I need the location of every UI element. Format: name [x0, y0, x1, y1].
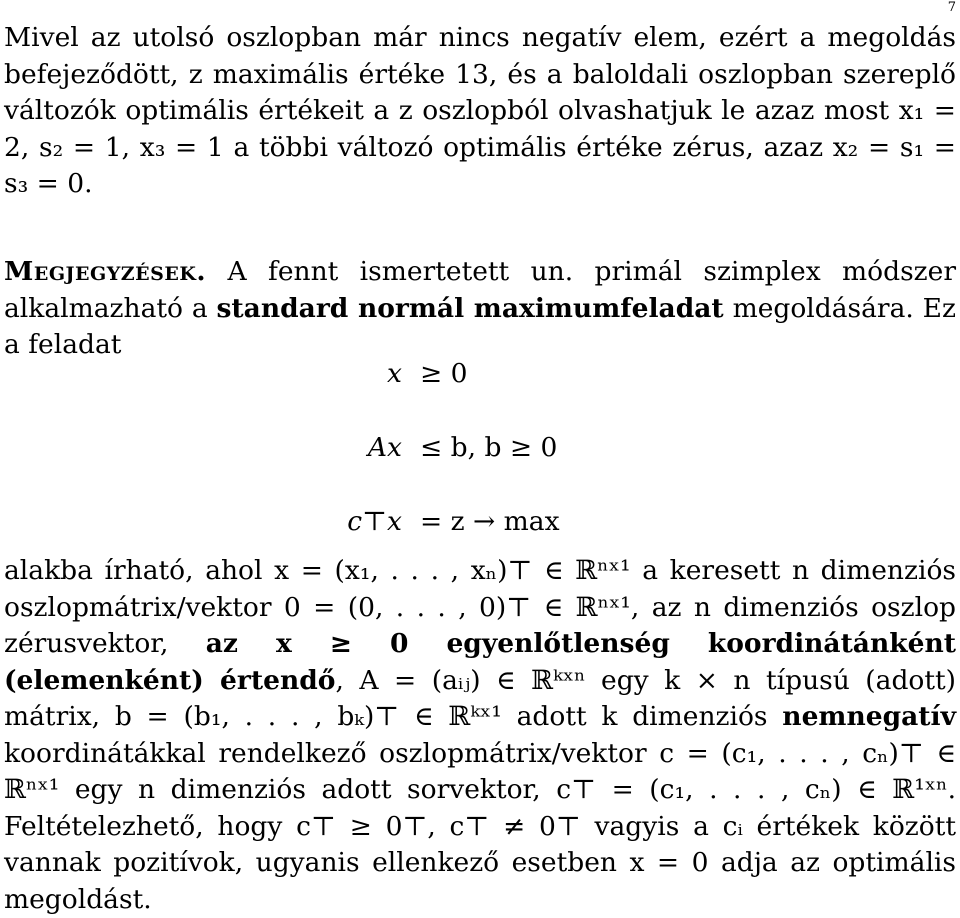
system-rhs: ≥ 0: [420, 358, 468, 389]
body-text-2: , A = (aᵢⱼ) ∈ ℝᵏˣⁿ egy k × n típusú (adott) mátrix, b = (b₁, . . . , bₖ)⊤ ∈ ℝᵏˣ¹ adott k dimenziós: [4, 664, 956, 732]
remarks-text-b: megoldására. Ez a feladat: [4, 292, 956, 360]
body-bold-2: nemnegatív: [782, 701, 956, 732]
lp-system: [300, 356, 720, 540]
system-lhs: Ax: [367, 432, 402, 463]
system-lhs: x: [387, 358, 402, 389]
paragraph-remarks: [4, 254, 956, 364]
system-rhs: ≤ b, b ≥ 0: [420, 432, 558, 463]
system-rhs: = z → max: [420, 506, 560, 537]
remarks-heading: Megjegyzések.: [4, 256, 207, 287]
paragraph-definitions: [4, 553, 956, 918]
remarks-text-a: A fennt ismertetett un. primál szimplex módszer alkalmazható a: [4, 256, 956, 324]
page-number: 7: [947, 0, 956, 15]
body-text-3: koordinátákkal rendelkező oszlopmátrix/vektor c = (c₁, . . . , cₙ)⊤ ∈ ℝⁿˣ¹ egy n dimenziós adott sorvektor, c⊤ = (c₁, . . . , cₙ) ∈ ℝ¹ˣⁿ. Feltételezhető, hogy c⊤ ≥ 0⊤, c⊤ ≠ 0⊤ vagyis a cᵢ értékek között vannak pozitívok, ugyanis ellenkező esetben x = 0 adja az optimális megoldást.: [4, 737, 956, 915]
paragraph-solution: Mivel az utolsó oszlopban már nincs negatív elem, ezért a megoldás befejeződött, z maximális értéke 13, és a baloldali oszlopban szereplő változók optimális értékeit a z oszlopból olvashatjuk le azaz most x₁ = 2, s₂ = 1, x₃ = 1 a többi változó optimális értéke zérus, azaz x₂ = s₁ = s₃ = 0.: [4, 22, 956, 199]
body-bold-1: az x ≥ 0 egyenlőtlenség koordinátánként (elemenként) értendő: [4, 628, 956, 696]
remarks-bold-term: standard normál maximumfeladat: [216, 292, 724, 324]
body-text-1: alakba írható, ahol x = (x₁, . . . , xₙ)⊤ ∈ ℝⁿˣ¹ a keresett n dimenziós oszlopmátrix/vektor 0 = (0, . . . , 0)⊤ ∈ ℝⁿˣ¹, az n dimenziós oszlop zérusvektor,: [4, 555, 956, 659]
system-lhs: c⊤x: [347, 506, 402, 537]
